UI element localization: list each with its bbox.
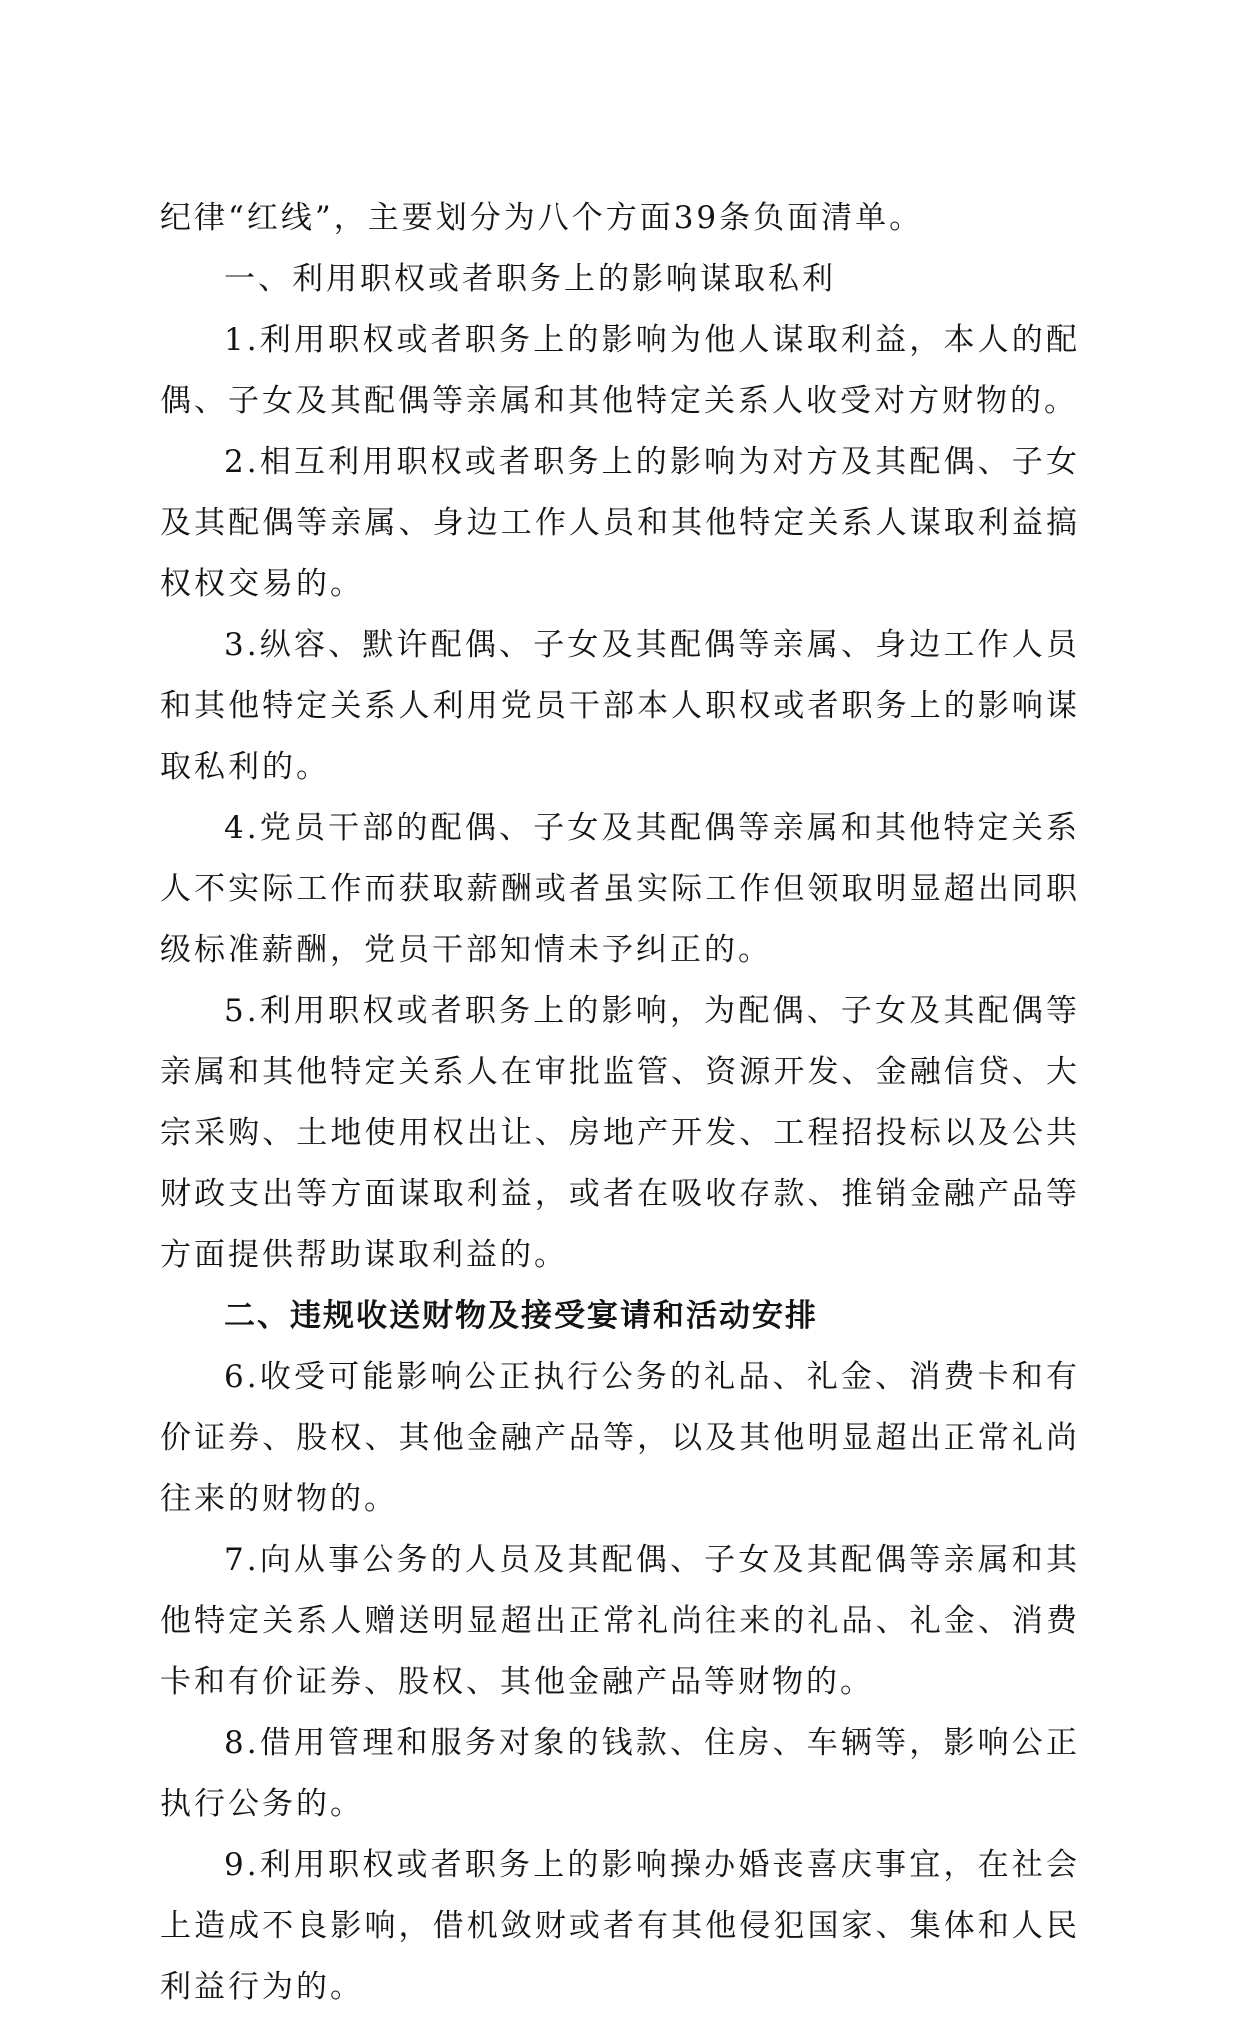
list-item-9: 9.利用职权或者职务上的影响操办婚丧喜庆事宜，在社会上造成不良影响，借机敛财或者有其他侵犯国家、集体和人民利益行为的。 [160,1847,1080,2005]
list-item-2: 2.相互利用职权或者职务上的影响为对方及其配偶、子女及其配偶等亲属、身边工作人员和其他特定关系人谋取利益搞权权交易的。 [160,444,1080,602]
list-item-8: 8.借用管理和服务对象的钱款、住房、车辆等，影响公正执行公务的。 [160,1725,1080,1822]
continuation-text: 纪律“红线”，主要划分为八个方面39条负面清单。 [160,200,924,236]
list-item-6: 6.收受可能影响公正执行公务的礼品、礼金、消费卡和有价证券、股权、其他金融产品等，以及其他明显超出正常礼尚往来的财物的。 [160,1359,1080,1517]
section-1-heading: 一、利用职权或者职务上的影响谋取私利 [224,261,836,297]
section-2-heading: 二、违规收送财物及接受宴请和活动安排 [224,1298,818,1334]
list-item-1: 1.利用职权或者职务上的影响为他人谋取利益，本人的配偶、子女及其配偶等亲属和其他特定关系人收受对方财物的。 [160,322,1080,419]
list-item-4: 4.党员干部的配偶、子女及其配偶等亲属和其他特定关系人不实际工作而获取薪酬或者虽实际工作但领取明显超出同职级标准薪酬，党员干部知情未予纠正的。 [160,810,1080,968]
list-item-7: 7.向从事公务的人员及其配偶、子女及其配偶等亲属和其他特定关系人赠送明显超出正常礼尚往来的礼品、礼金、消费卡和有价证券、股权、其他金融产品等财物的。 [160,1542,1080,1700]
document-page [160,188,1080,2018]
list-item-3: 3.纵容、默许配偶、子女及其配偶等亲属、身边工作人员和其他特定关系人利用党员干部本人职权或者职务上的影响谋取私利的。 [160,627,1080,785]
list-item-5: 5.利用职权或者职务上的影响，为配偶、子女及其配偶等亲属和其他特定关系人在审批监管、资源开发、金融信贷、大宗采购、土地使用权出让、房地产开发、工程招投标以及公共财政支出等方面谋取利益，或者在吸收存款、推销金融产品等方面提供帮助谋取利益的。 [160,993,1080,1273]
